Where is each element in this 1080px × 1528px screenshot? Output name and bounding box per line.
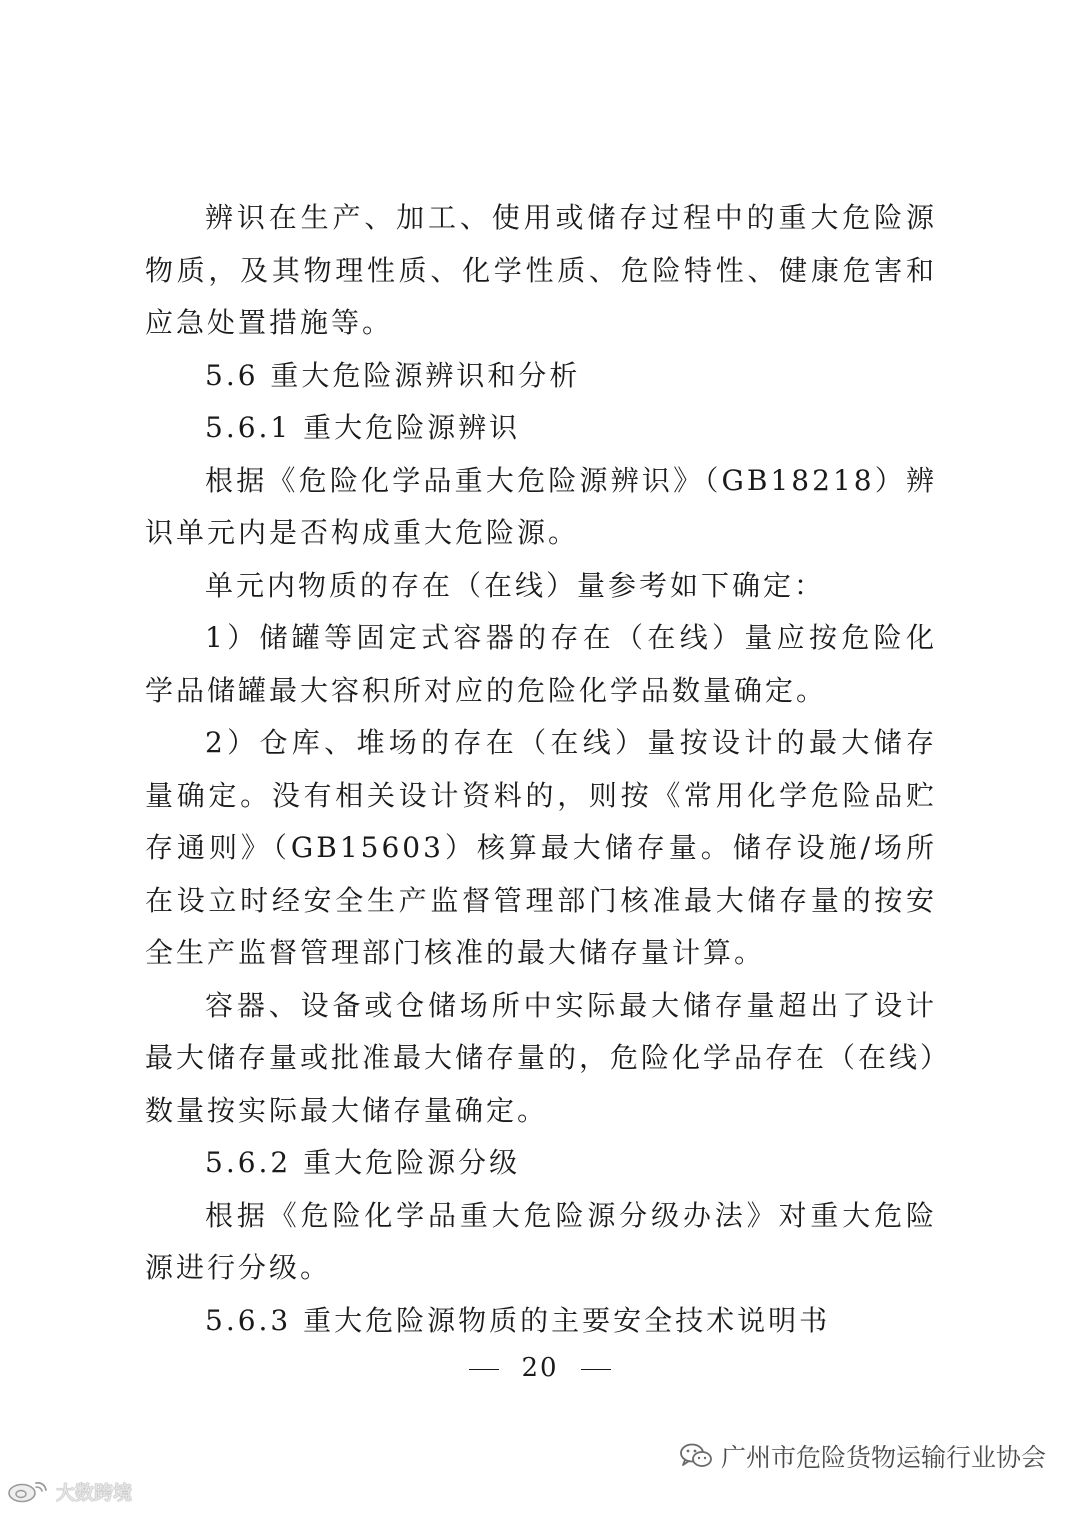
paragraph-gb18218: 根据《危险化学品重大危险源辨识》（GB18218）辨识单元内是否构成重大危险源。 bbox=[145, 463, 937, 549]
heading-5-6-2: 5.6.2 重大危险源分级 bbox=[205, 1146, 521, 1179]
wechat-icon bbox=[679, 1442, 713, 1470]
page-number bbox=[0, 1353, 1080, 1383]
heading-5-6-3: 5.6.3 重大危险源物质的主要安全技术说明书 bbox=[205, 1303, 831, 1337]
weibo-source-watermark bbox=[6, 1478, 132, 1504]
paragraph-unit-quantity: 单元内物质的存在（在线）量参考如下确定： bbox=[205, 568, 826, 602]
wechat-account-watermark bbox=[679, 1438, 1046, 1474]
page-number-dash-left bbox=[469, 1369, 499, 1370]
document-body bbox=[145, 192, 937, 1347]
weibo-source-name: 大数跨境 bbox=[56, 1481, 133, 1504]
page-number-dash-right bbox=[581, 1369, 611, 1370]
paragraph-substance-identification: 辨识在生产、加工、使用或储存过程中的重大危险源物质，及其物理性质、化学性质、危险特性、健康危害和应急处置措施等。 bbox=[145, 201, 937, 339]
paragraph-grading: 根据《危险化学品重大危险源分级办法》对重大危险源进行分级。 bbox=[145, 1198, 937, 1284]
weibo-icon bbox=[6, 1478, 52, 1504]
paragraph-actual-storage: 容器、设备或仓储场所中实际最大储存量超出了设计最大储存量或批准最大储存量的，危险化学品存在（在线）数量按实际最大储存量确定。 bbox=[145, 988, 938, 1127]
paragraph-item-1: 1）储罐等固定式容器的存在（在线）量应按危险化学品储罐最大容积所对应的危险化学品数量确定。 bbox=[145, 621, 937, 707]
heading-5-6-1: 5.6.1 重大危险源辨识 bbox=[205, 411, 521, 444]
heading-5-6: 5.6 重大危险源辨识和分析 bbox=[205, 358, 581, 392]
paragraph-item-2: 2）仓库、堆场的存在（在线）量按设计的最大储存量确定。没有相关设计资料的，则按《常用化学危险品贮存通则》（GB15603）核算最大储存量。储存设施/场所在设立时经安全生产监督管理部门核准最大储存量的按安全生产监督管理部门核准的最大储存量计算。 bbox=[145, 726, 937, 969]
wechat-account-name: 广州市危险货物运输行业协会 bbox=[720, 1443, 1046, 1472]
page-number-value: 20 bbox=[521, 1353, 559, 1383]
